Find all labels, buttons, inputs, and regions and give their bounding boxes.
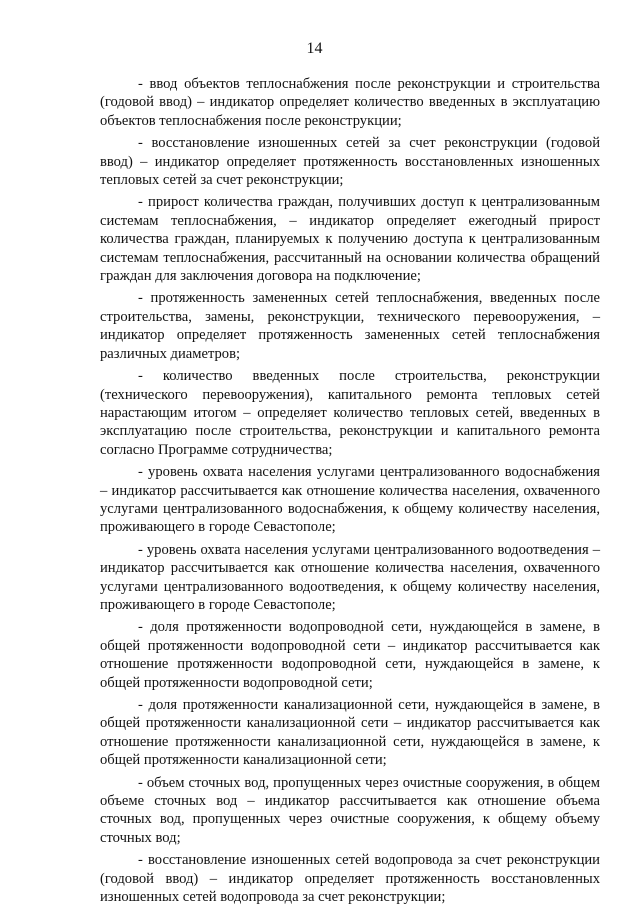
document-body — [100, 75, 600, 910]
page-number: 14 — [306, 40, 323, 57]
paragraph-5: - количество введенных после строительства, реконструкции (технического перевооружения), капитального ремонта тепловых сетей нарастающим итогом – определяет количество тепловых сетей, введенных в эксплуатацию после строительства, реконструкции и капитального ремонта согласно Программе сотрудничества; — [100, 368, 600, 458]
paragraph-9: - доля протяженности канализационной сети, нуждающейся в замене, в общей протяженности канализационной сети – индикатор рассчитывается как отношение протяженности канализационной сети, нуждающейся в замене, к общей протяженности канализационной сети; — [100, 697, 600, 769]
paragraph-4: - протяженность замененных сетей теплоснабжения, введенных после строительства, замены, реконструкции, технического перевооружения, – индикатор определяет протяженность замененных сетей теплоснабжения различных диаметров; — [100, 290, 600, 362]
paragraph-3: - прирост количества граждан, получивших доступ к централизованным системам теплоснабжения, – индикатор определяет ежегодный прирост количества граждан, планируемых к получению доступа к централизованным системам теплоснабжения, рассчитанный на основании количества обращений граждан для заключения договора на подключение; — [100, 194, 600, 285]
paragraph-1: - ввод объектов теплоснабжения после реконструкции и строительства (годовой ввод) – индикатор определяет количество введенных в эксплуатацию объектов теплоснабжения после реконструкции; — [100, 76, 600, 129]
paragraph-11: - восстановление изношенных сетей водопровода за счет реконструкции (годовой ввод) – индикатор определяет протяженность восстановленных изношенных сетей водопровода за счет реконструкции; — [100, 852, 600, 906]
paragraph-10: - объем сточных вод, пропущенных через очистные сооружения, в общем объеме сточных вод – индикатор рассчитывается как отношение объема сточных вод, пропущенных через очистные сооружения, к общему объему сточных вод; — [100, 774, 600, 846]
paragraph-2: - восстановление изношенных сетей за счет реконструкции (годовой ввод) – индикатор определяет протяженность восстановленных изношенных тепловых сетей за счет реконструкции; — [100, 135, 600, 189]
paragraph-8: - доля протяженности водопроводной сети, нуждающейся в замене, в общей протяженности водопроводной сети – индикатор рассчитывается как отношение протяженности водопроводной сети, нуждающейся в замене, к общей протяженности водопроводной сети; — [100, 619, 600, 691]
paragraph-6: - уровень охвата населения услугами централизованного водоснабжения – индикатор рассчитывается как отношение количества населения, охваченного услугами централизованного водоснабжения, к общему количеству населения, проживающего в городе Севастополе; — [100, 464, 600, 536]
paragraph-7: - уровень охвата населения услугами централизованного водоотведения – индикатор рассчитывается как отношение количества населения, охваченного услугами централизованного водоотведения, к общему количеству населения, проживающего в городе Севастополе; — [100, 541, 600, 613]
